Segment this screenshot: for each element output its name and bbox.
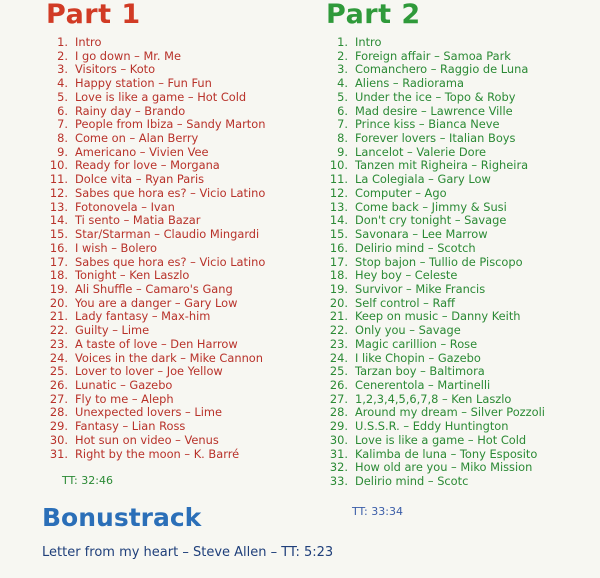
track-title: Tanzen mit Righeira – Righeira <box>355 158 529 173</box>
track-title: Intro <box>75 35 102 49</box>
track-title: I like Chopin – Gazebo <box>355 350 481 365</box>
track-item <box>46 187 265 201</box>
track-number: 10. <box>49 158 68 173</box>
track-title: Fotonovela – Ivan <box>75 199 175 214</box>
track-item <box>326 173 545 187</box>
track-number: 3. <box>57 62 68 77</box>
track-title: La Colegiala – Gary Low <box>355 172 491 187</box>
track-title: Keep on music – Danny Keith <box>355 309 521 324</box>
track-number: 15. <box>329 227 348 242</box>
track-item <box>326 475 545 489</box>
track-item <box>326 434 545 448</box>
track-number: 29. <box>49 419 68 434</box>
track-title: You are a danger – Gary Low <box>75 295 238 310</box>
track-item <box>46 420 265 434</box>
track-item <box>326 448 545 462</box>
track-title: Self control – Raff <box>355 295 455 310</box>
track-title: Mad desire – Lawrence Ville <box>355 103 513 118</box>
track-item <box>46 159 265 173</box>
track-number: 32. <box>329 460 348 475</box>
track-number: 31. <box>329 446 348 461</box>
track-item <box>46 338 265 352</box>
track-item <box>46 105 265 119</box>
track-item <box>46 393 265 407</box>
track-number: 8. <box>337 131 348 146</box>
track-title: Happy station – Fun Fun <box>75 76 212 91</box>
track-title: Dolce vita – Ryan Paris <box>75 172 205 187</box>
track-title: Savonara – Lee Marrow <box>355 227 488 242</box>
track-number: 6. <box>337 103 348 118</box>
track-title: Guilty – Lime <box>75 323 150 338</box>
track-title: Delirio mind – Scotch <box>355 240 476 255</box>
part1-total-time: TT: 32:46 <box>62 474 113 487</box>
track-number: 11. <box>329 172 348 187</box>
track-title: Don't cry tonight – Savage <box>355 213 507 228</box>
track-title: Around my dream – Silver Pozzoli <box>355 405 545 420</box>
track-item <box>46 132 265 146</box>
track-title: Ti sento – Matia Bazar <box>75 213 201 228</box>
track-item <box>46 173 265 187</box>
track-title: Voices in the dark – Mike Cannon <box>75 350 263 365</box>
track-item <box>326 105 545 119</box>
track-title: Ali Shuffle – Camaro's Gang <box>75 281 233 296</box>
track-title: Stop bajon – Tullio de Piscopo <box>355 254 523 269</box>
track-title: Love is like a game – Hot Cold <box>355 432 527 447</box>
track-title: Sabes que hora es? – Vicio Latino <box>75 254 266 269</box>
track-title: Right by the moon – K. Barré <box>75 446 240 461</box>
track-number: 7. <box>337 117 348 132</box>
track-title: Visitors – Koto <box>75 62 156 77</box>
track-title: Magic carillion – Rose <box>355 336 478 351</box>
bonustrack-title: Bonustrack <box>42 503 202 532</box>
track-number: 19. <box>49 281 68 296</box>
track-item <box>326 187 545 201</box>
track-title: Ready for love – Morgana <box>75 158 220 173</box>
track-title: Intro <box>355 35 382 49</box>
track-item <box>326 283 545 297</box>
track-item <box>46 269 265 283</box>
track-item <box>326 365 545 379</box>
track-title: How old are you – Miko Mission <box>355 460 533 475</box>
track-number: 14. <box>329 213 348 228</box>
track-number: 18. <box>49 268 68 283</box>
track-number: 5. <box>57 89 68 104</box>
track-item <box>326 36 545 50</box>
track-item <box>326 256 545 270</box>
track-item <box>326 77 545 91</box>
track-title: Americano – Vivien Vee <box>75 144 209 159</box>
track-number: 31. <box>49 446 68 461</box>
track-title: Foreign affair – Samoa Park <box>355 48 511 63</box>
track-item <box>326 379 545 393</box>
track-number: 11. <box>49 172 68 187</box>
track-item <box>326 132 545 146</box>
track-item <box>46 91 265 105</box>
track-number: 9. <box>57 144 68 159</box>
track-title: Fly to me – Aleph <box>75 391 174 406</box>
track-item <box>326 118 545 132</box>
track-title: I go down – Mr. Me <box>75 48 182 63</box>
track-number: 19. <box>329 281 348 296</box>
track-number: 28. <box>49 405 68 420</box>
track-number: 27. <box>329 391 348 406</box>
track-title: Survivor – Mike Francis <box>355 281 486 296</box>
track-number: 24. <box>49 350 68 365</box>
track-number: 14. <box>49 213 68 228</box>
track-number: 22. <box>329 323 348 338</box>
track-title: Kalimba de luna – Tony Esposito <box>355 446 538 461</box>
track-title: Tarzan boy – Baltimora <box>355 364 485 379</box>
track-number: 4. <box>57 76 68 91</box>
track-title: Comanchero – Raggio de Luna <box>355 62 529 77</box>
track-number: 8. <box>57 131 68 146</box>
track-item <box>46 256 265 270</box>
track-number: 26. <box>49 377 68 392</box>
track-title: U.S.S.R. – Eddy Huntington <box>355 419 509 434</box>
track-title: Forever lovers – Italian Boys <box>355 131 516 146</box>
track-item <box>326 324 545 338</box>
track-title: Hey boy – Celeste <box>355 268 458 283</box>
track-title: Hot sun on video – Venus <box>75 432 219 447</box>
track-item <box>46 283 265 297</box>
part1-tracklist <box>46 36 265 461</box>
track-item <box>46 214 265 228</box>
track-number: 21. <box>49 309 68 324</box>
track-number: 7. <box>57 117 68 132</box>
track-title: Computer – Ago <box>355 185 447 200</box>
track-number: 13. <box>49 199 68 214</box>
track-item <box>46 50 265 64</box>
track-item <box>326 352 545 366</box>
track-item <box>326 420 545 434</box>
track-item <box>46 352 265 366</box>
track-number: 17. <box>49 254 68 269</box>
track-number: 6. <box>57 103 68 118</box>
track-title: Lancelot – Valerie Dore <box>355 144 487 159</box>
track-title: Cenerentola – Martinelli <box>355 377 491 392</box>
track-item <box>326 269 545 283</box>
track-item <box>326 91 545 105</box>
track-number: 16. <box>329 240 348 255</box>
part2-tracklist <box>326 36 545 489</box>
track-title: Prince kiss – Bianca Neve <box>355 117 500 132</box>
track-item <box>46 448 265 462</box>
track-number: 17. <box>329 254 348 269</box>
track-number: 20. <box>49 295 68 310</box>
track-item <box>46 242 265 256</box>
track-title: A taste of love – Den Harrow <box>75 336 238 351</box>
track-title: Only you – Savage <box>355 323 461 338</box>
track-number: 5. <box>337 89 348 104</box>
track-title: Under the ice – Topo & Roby <box>355 89 516 104</box>
track-item <box>46 63 265 77</box>
track-number: 21. <box>329 309 348 324</box>
track-number: 12. <box>49 185 68 200</box>
track-item <box>326 159 545 173</box>
track-number: 2. <box>337 48 348 63</box>
track-number: 26. <box>329 377 348 392</box>
track-number: 22. <box>49 323 68 338</box>
track-title: Sabes que hora es? – Vicio Latino <box>75 185 266 200</box>
track-item <box>326 201 545 215</box>
track-number: 9. <box>337 144 348 159</box>
track-item <box>326 228 545 242</box>
track-item <box>326 461 545 475</box>
track-number: 10. <box>329 158 348 173</box>
track-number: 28. <box>329 405 348 420</box>
track-number: 3. <box>337 62 348 77</box>
track-item <box>46 297 265 311</box>
track-title: Unexpected lovers – Lime <box>75 405 222 420</box>
track-number: 1. <box>337 35 348 49</box>
track-title: 1,2,3,4,5,6,7,8 – Ken Laszlo <box>355 391 512 406</box>
track-item <box>46 77 265 91</box>
track-item <box>46 228 265 242</box>
track-item <box>46 379 265 393</box>
track-number: 15. <box>49 227 68 242</box>
track-title: Fantasy – Lian Ross <box>75 419 186 434</box>
track-number: 25. <box>49 364 68 379</box>
track-item <box>326 297 545 311</box>
track-number: 33. <box>329 474 348 488</box>
track-item <box>46 365 265 379</box>
bonustrack-entry: Letter from my heart – Steve Allen – TT: 5:23 <box>42 545 334 560</box>
track-title: Lunatic – Gazebo <box>75 377 173 392</box>
track-number: 30. <box>49 432 68 447</box>
track-title: People from Ibiza – Sandy Marton <box>75 117 266 132</box>
track-item <box>46 118 265 132</box>
track-number: 23. <box>329 336 348 351</box>
track-title: Star/Starman – Claudio Mingardi <box>75 227 260 242</box>
part1-title: Part 1 <box>46 0 141 30</box>
track-item <box>46 406 265 420</box>
track-item <box>326 214 545 228</box>
track-item <box>326 310 545 324</box>
track-number: 2. <box>57 48 68 63</box>
track-item <box>326 393 545 407</box>
track-number: 12. <box>329 185 348 200</box>
track-number: 18. <box>329 268 348 283</box>
track-number: 23. <box>49 336 68 351</box>
track-title: I wish – Bolero <box>75 240 157 255</box>
track-number: 25. <box>329 364 348 379</box>
track-number: 27. <box>49 391 68 406</box>
track-number: 20. <box>329 295 348 310</box>
part2-title: Part 2 <box>326 0 421 30</box>
track-item <box>326 146 545 160</box>
track-title: Aliens – Radiorama <box>355 76 464 91</box>
track-title: Delirio mind – Scotc <box>355 474 469 488</box>
track-title: Come back – Jimmy & Susi <box>355 199 507 214</box>
part2-total-time: TT: 33:34 <box>352 505 403 518</box>
track-number: 13. <box>329 199 348 214</box>
track-title: Come on – Alan Berry <box>75 131 199 146</box>
track-title: Lover to lover – Joe Yellow <box>75 364 223 379</box>
track-number: 29. <box>329 419 348 434</box>
track-item <box>46 36 265 50</box>
track-item <box>326 50 545 64</box>
track-item <box>46 434 265 448</box>
track-item <box>46 201 265 215</box>
track-item <box>46 146 265 160</box>
track-number: 1. <box>57 35 68 49</box>
track-item <box>326 63 545 77</box>
track-item <box>46 324 265 338</box>
track-title: Lady fantasy – Max-him <box>75 309 211 324</box>
track-title: Love is like a game – Hot Cold <box>75 89 247 104</box>
track-item <box>326 242 545 256</box>
track-title: Rainy day – Brando <box>75 103 186 118</box>
track-item <box>46 310 265 324</box>
track-number: 4. <box>337 76 348 91</box>
track-number: 24. <box>329 350 348 365</box>
track-title: Tonight – Ken Laszlo <box>75 268 190 283</box>
track-number: 16. <box>49 240 68 255</box>
track-number: 30. <box>329 432 348 447</box>
track-item <box>326 338 545 352</box>
track-item <box>326 406 545 420</box>
